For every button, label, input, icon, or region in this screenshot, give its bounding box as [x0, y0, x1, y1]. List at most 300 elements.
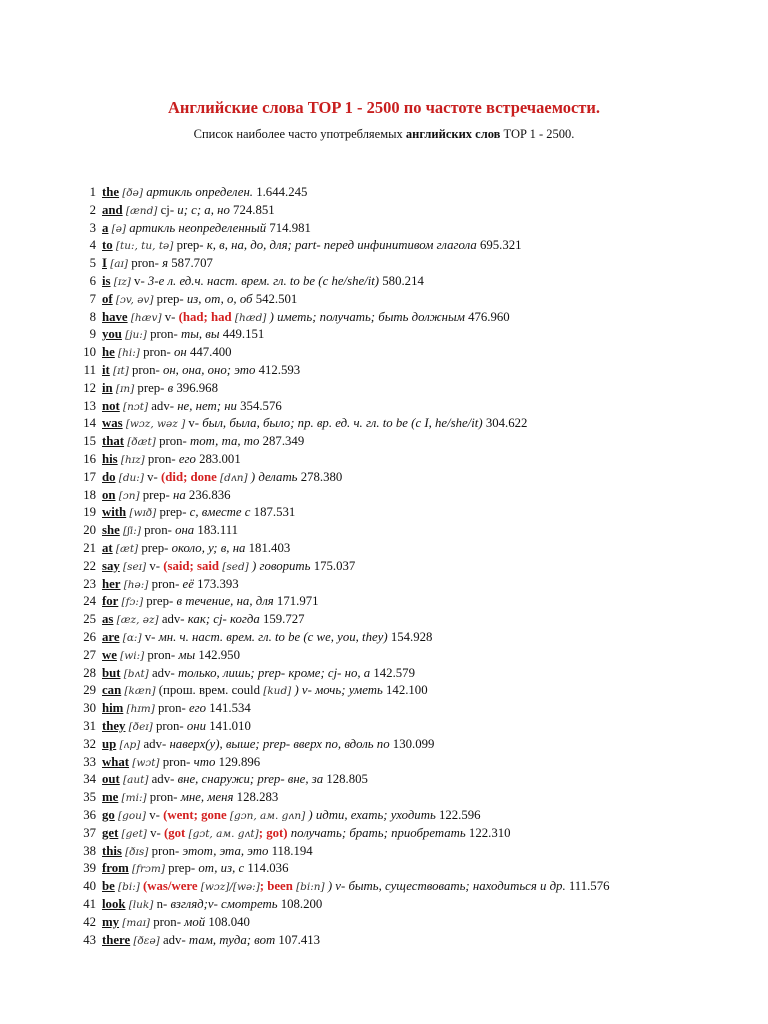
- row-number: 33: [83, 754, 96, 769]
- row-number: 19: [83, 505, 96, 520]
- transcription: [æt]: [115, 543, 139, 555]
- transcription: [ɔv, əv]: [115, 293, 154, 306]
- english-word[interactable]: what: [102, 754, 130, 769]
- english-word[interactable]: look: [102, 897, 126, 911]
- translation: как; cj- когда: [187, 612, 260, 627]
- english-word[interactable]: me: [102, 790, 119, 805]
- word-row: [70, 843, 313, 860]
- part-of-speech: pron-: [143, 345, 171, 360]
- word-row: [70, 647, 240, 664]
- frequency-count: 141.010: [209, 719, 251, 733]
- frequency-count: 283.001: [199, 452, 241, 466]
- word-row: [70, 255, 213, 272]
- english-word[interactable]: in: [102, 380, 113, 395]
- transcription: [du:]: [118, 471, 144, 484]
- transcription: [kæn]: [124, 685, 156, 698]
- english-word[interactable]: as: [102, 612, 114, 627]
- row-number: 35: [83, 790, 96, 805]
- translation: он: [174, 345, 187, 360]
- part-of-speech: prep-: [159, 505, 187, 520]
- row-number: 5: [89, 256, 96, 271]
- frequency-count: 111.576: [568, 879, 610, 894]
- english-word[interactable]: on: [102, 487, 116, 502]
- translation: ) v- быть, существовать; находиться и др.: [327, 879, 566, 894]
- row-number: 8: [89, 309, 96, 324]
- english-word[interactable]: her: [102, 576, 121, 591]
- part-of-speech: v-: [134, 274, 145, 288]
- part-of-speech: pron-: [132, 363, 160, 377]
- row-number: 42: [83, 914, 96, 929]
- word-row: [70, 932, 320, 949]
- frequency-count: 141.534: [209, 701, 251, 716]
- form-transcription: [wɔz]/[wə:]: [200, 881, 260, 894]
- word-row: [70, 896, 322, 913]
- transcription: [fɔ:]: [121, 596, 144, 609]
- translation: ) говорить: [251, 558, 311, 573]
- frequency-count: 159.727: [262, 612, 305, 627]
- transcription: [hi:]: [118, 347, 140, 360]
- part-of-speech: pron-: [155, 719, 184, 733]
- english-word[interactable]: he: [102, 345, 115, 360]
- translation: не, нет; ни: [177, 398, 237, 413]
- transcription: [luk]: [128, 899, 154, 911]
- transcription: [get]: [121, 827, 147, 840]
- word-row: [70, 415, 527, 432]
- transcription: [ðeɪ]: [128, 721, 153, 733]
- english-word[interactable]: I: [102, 256, 107, 271]
- english-word[interactable]: to: [102, 238, 113, 253]
- english-word[interactable]: go: [102, 808, 115, 822]
- frequency-count: 129.896: [218, 754, 261, 769]
- transcription: [tu:, tu, tə]: [115, 240, 174, 253]
- row-number: 43: [83, 932, 96, 947]
- translation: она: [175, 523, 195, 538]
- row-number: 18: [83, 487, 96, 502]
- page-title: Английские слова TOP 1 - 2500 по частоте встречаемости.: [167, 98, 601, 117]
- frequency-count: 447.400: [189, 345, 232, 360]
- transcription: [ɪn]: [115, 382, 135, 395]
- frequency-count: 175.037: [313, 558, 356, 573]
- part-of-speech: pron-: [150, 327, 178, 342]
- row-number: 4: [89, 238, 96, 253]
- part-of-speech: pron-: [162, 754, 191, 769]
- translation: из, от, о, об: [186, 291, 253, 306]
- frequency-count: 542.501: [255, 291, 298, 306]
- frequency-count: 142.950: [198, 647, 240, 662]
- word-row: [70, 220, 311, 237]
- page-subtitle: [0, 127, 768, 142]
- english-word[interactable]: up: [102, 736, 117, 751]
- frequency-count: 304.622: [485, 416, 528, 431]
- word-row: [70, 291, 297, 308]
- frequency-count: 187.531: [253, 505, 296, 520]
- transcription: [bʌt]: [123, 667, 149, 680]
- transcription: [ɪz]: [113, 276, 131, 288]
- transcription: [ðɪs]: [125, 845, 149, 858]
- english-word[interactable]: him: [102, 701, 124, 716]
- transcription: [ðæt]: [127, 436, 156, 449]
- word-row: [70, 469, 342, 486]
- word-row: [70, 629, 432, 646]
- part-of-speech: pron-: [153, 914, 181, 929]
- verb-forms: (was/were: [143, 879, 198, 894]
- word-row: [70, 433, 304, 450]
- frequency-count: 142.579: [373, 665, 415, 680]
- english-word[interactable]: was: [102, 416, 123, 431]
- word-row: [70, 344, 232, 361]
- translation: артикль неопределенный: [129, 220, 267, 235]
- frequency-count: 1.644.245: [256, 185, 308, 199]
- frequency-count: 128.283: [236, 790, 279, 805]
- english-word[interactable]: this: [102, 843, 122, 858]
- frequency-count: 449.151: [222, 327, 265, 342]
- translation: ) v- мочь; уметь: [294, 683, 383, 698]
- part-of-speech: v-: [147, 469, 158, 484]
- verb-forms-extra: ; got): [258, 825, 288, 840]
- translation: 3-е л. ед.ч. наст. врем. гл. to be (с he/she/it): [147, 274, 380, 288]
- english-word[interactable]: get: [102, 825, 119, 840]
- english-word[interactable]: out: [102, 772, 120, 787]
- english-word[interactable]: not: [102, 398, 120, 413]
- subtitle-bold: английских слов: [405, 127, 501, 141]
- word-row: [70, 700, 251, 717]
- transcription: [aut]: [122, 774, 149, 787]
- translation: и; с; а, но: [177, 202, 230, 217]
- word-row: [70, 878, 610, 895]
- transcription: [frɔm]: [131, 863, 165, 876]
- frequency-count: 108.200: [280, 897, 323, 911]
- row-number: 37: [83, 825, 96, 840]
- translation: наверх(у), выше; prep- вверх по, вдоль по: [169, 736, 390, 751]
- frequency-count: 724.851: [233, 202, 275, 217]
- part-of-speech: prep-: [142, 487, 170, 502]
- frequency-count: 114.036: [247, 861, 289, 876]
- frequency-count: 695.321: [479, 238, 522, 253]
- english-word[interactable]: say: [102, 558, 120, 573]
- part-of-speech: pron-: [149, 790, 178, 805]
- part-of-speech: adv-: [162, 932, 186, 947]
- transcription: [ɪt]: [113, 365, 129, 377]
- part-of-speech: prep-: [176, 238, 204, 253]
- frequency-count: 236.836: [188, 487, 231, 502]
- translation: мн. ч. наст. врем. гл. to be (с we, you, they): [158, 630, 388, 644]
- part-of-speech: (прош. врем. could: [158, 683, 261, 698]
- english-word[interactable]: a: [102, 220, 109, 235]
- row-number: 32: [83, 736, 96, 751]
- translation: они: [186, 719, 207, 733]
- frequency-count: 587.707: [171, 256, 213, 271]
- translation: мой: [184, 914, 206, 929]
- row-number: 22: [83, 558, 96, 573]
- transcription: [ə]: [111, 222, 127, 235]
- transcription: [ɔn]: [118, 489, 140, 502]
- word-row: [70, 789, 278, 806]
- verb-forms: (did; done: [161, 469, 217, 484]
- row-number: 7: [89, 291, 96, 306]
- translation: его: [188, 701, 207, 716]
- word-row: [70, 273, 424, 290]
- row-number: 15: [83, 434, 96, 449]
- translation: его: [178, 452, 196, 466]
- transcription: [mi:]: [121, 792, 147, 805]
- word-row: [70, 451, 241, 468]
- part-of-speech: pron-: [147, 452, 176, 466]
- part-of-speech: prep-: [137, 380, 165, 395]
- transcription: [wɔz, wəz ]: [125, 418, 186, 431]
- frequency-count: 278.380: [300, 469, 343, 484]
- english-word[interactable]: but: [102, 665, 121, 680]
- row-number: 20: [83, 523, 96, 538]
- english-word[interactable]: and: [102, 202, 123, 217]
- english-word[interactable]: that: [102, 434, 125, 449]
- transcription: [ju:]: [125, 329, 147, 342]
- row-number: 25: [83, 612, 96, 627]
- transcription: [ðɛə]: [133, 934, 160, 947]
- word-row: [70, 398, 282, 415]
- part-of-speech: v-: [149, 808, 160, 822]
- english-word[interactable]: from: [102, 861, 129, 876]
- translation: взгляд;v- смотреть: [170, 897, 278, 911]
- part-of-speech: v-: [188, 416, 200, 431]
- part-of-speech: adv-: [151, 398, 174, 413]
- transcription: [seɪ]: [122, 560, 147, 573]
- english-word[interactable]: at: [102, 541, 113, 555]
- subtitle-tail: TOP 1 - 2500.: [500, 127, 575, 141]
- word-row: [70, 540, 290, 557]
- english-word[interactable]: the: [102, 185, 120, 199]
- frequency-count: 714.981: [269, 220, 311, 235]
- transcription: [ʌp]: [119, 738, 141, 751]
- form-transcription: [hæd]: [234, 311, 267, 324]
- row-number: 2: [89, 202, 96, 217]
- english-word[interactable]: have: [102, 309, 128, 324]
- transcription: [aɪ]: [110, 258, 128, 271]
- verb-forms-extra: ; been: [259, 879, 293, 894]
- translation: в течение, на, для: [176, 594, 274, 609]
- row-number: 12: [83, 380, 96, 395]
- part-of-speech: pron-: [144, 523, 172, 538]
- part-of-speech: pron-: [147, 647, 176, 662]
- word-row: [70, 558, 355, 575]
- word-row: [70, 487, 231, 504]
- transcription: [wɔt]: [132, 756, 160, 769]
- english-word[interactable]: be: [102, 879, 115, 894]
- part-of-speech: adv-: [151, 772, 175, 787]
- english-word[interactable]: my: [102, 914, 120, 929]
- english-word[interactable]: it: [102, 363, 110, 377]
- frequency-count: 412.593: [258, 363, 301, 377]
- frequency-count: 108.040: [208, 914, 250, 929]
- translation: её: [182, 576, 194, 591]
- frequency-count: 142.100: [386, 683, 428, 698]
- translation: к, в, на, до, для; part- перед инфинитивом глагола: [206, 238, 477, 253]
- translation: мне, меня: [180, 790, 234, 805]
- translation: что: [193, 754, 216, 769]
- word-row: [70, 326, 264, 343]
- form-transcription: [sed]: [222, 560, 249, 573]
- english-word[interactable]: you: [102, 327, 122, 342]
- english-word[interactable]: are: [102, 630, 120, 644]
- row-number: 34: [83, 772, 96, 787]
- translation: ) идти, ехать; уходить: [308, 808, 436, 822]
- transcription: [ænd]: [125, 204, 158, 217]
- translation: от, из, с: [198, 861, 245, 876]
- translation: на: [172, 487, 186, 502]
- translation: только, лишь; prep- кроме; cj- но, а: [177, 665, 371, 680]
- part-of-speech: v-: [150, 825, 161, 840]
- frequency-count: 476.960: [468, 309, 510, 324]
- part-of-speech: pron-: [131, 256, 159, 271]
- english-word[interactable]: his: [102, 452, 118, 466]
- transcription: [hæv]: [130, 311, 162, 324]
- english-word[interactable]: for: [102, 594, 119, 609]
- frequency-count: 118.194: [271, 843, 313, 858]
- english-word[interactable]: they: [102, 719, 126, 733]
- verb-forms: (had; had: [178, 309, 232, 324]
- word-row: [70, 522, 238, 539]
- word-row: [70, 825, 511, 842]
- word-row: [70, 362, 300, 379]
- transcription: [ɑ:]: [122, 632, 142, 644]
- form-transcription: [kud]: [263, 685, 292, 698]
- form-transcription: [gɔn, ам. gʌn]: [229, 810, 306, 822]
- part-of-speech: v-: [149, 558, 161, 573]
- english-word[interactable]: she: [102, 523, 120, 538]
- english-word[interactable]: we: [102, 647, 117, 662]
- translation: там, туда; вот: [188, 932, 276, 947]
- row-number: 1: [89, 185, 96, 199]
- word-row: [70, 807, 481, 824]
- part-of-speech: prep-: [168, 861, 196, 876]
- frequency-count: 154.928: [390, 630, 433, 644]
- word-row: [70, 237, 522, 254]
- transcription: [wi:]: [120, 649, 145, 662]
- english-word[interactable]: is: [102, 274, 111, 288]
- word-row: [70, 860, 288, 877]
- transcription: [nɔt]: [122, 400, 149, 413]
- row-number: 30: [83, 701, 96, 716]
- row-number: 27: [83, 647, 96, 662]
- frequency-count: 396.968: [176, 380, 218, 395]
- translation: я: [162, 256, 169, 271]
- part-of-speech: prep-: [141, 541, 169, 555]
- translation: тот, та, то: [189, 434, 260, 449]
- english-word[interactable]: do: [102, 469, 116, 484]
- transcription: [hɪz]: [120, 454, 145, 466]
- part-of-speech: adv-: [161, 612, 185, 627]
- row-number: 29: [83, 683, 96, 698]
- word-row: [70, 576, 239, 593]
- row-number: 39: [83, 861, 96, 876]
- row-number: 6: [89, 274, 96, 288]
- frequency-count: 122.310: [468, 825, 511, 840]
- row-number: 38: [83, 843, 96, 858]
- word-row: [70, 754, 260, 771]
- english-word[interactable]: with: [102, 505, 127, 520]
- frequency-count: 183.111: [197, 523, 239, 538]
- translation: ты, вы: [181, 327, 220, 342]
- frequency-count: 173.393: [197, 576, 239, 591]
- word-row: [70, 184, 307, 201]
- row-number: 40: [83, 879, 96, 894]
- transcription: [gou]: [118, 810, 146, 822]
- part-of-speech: pron-: [158, 701, 186, 716]
- translation: ) иметь; получать; быть должным: [269, 309, 465, 324]
- row-number: 23: [83, 576, 96, 591]
- frequency-count: 354.576: [240, 398, 282, 413]
- word-row: [70, 771, 368, 788]
- translation: мы: [178, 647, 196, 662]
- frequency-count: 580.214: [382, 274, 424, 288]
- row-number: 17: [83, 469, 96, 484]
- row-number: 26: [83, 630, 96, 644]
- transcription: [ðə]: [122, 187, 143, 199]
- word-row: [70, 611, 305, 628]
- part-of-speech: prep-: [156, 291, 184, 306]
- transcription: [wɪð]: [129, 507, 157, 520]
- row-number: 31: [83, 719, 96, 733]
- frequency-count: 122.596: [438, 808, 481, 822]
- frequency-count: 130.099: [392, 736, 435, 751]
- transcription: [maɪ]: [122, 916, 151, 929]
- translation: он, она, оно; это: [162, 363, 256, 377]
- form-transcription-extra: [bi:n]: [296, 881, 325, 894]
- translation: ) делать: [250, 469, 298, 484]
- word-row: [70, 593, 319, 610]
- row-number: 3: [89, 220, 96, 235]
- translation: с, вместе с: [189, 505, 251, 520]
- verb-forms: (got: [163, 825, 186, 840]
- row-number: 16: [83, 452, 96, 466]
- part-of-speech: v-: [144, 630, 156, 644]
- part-of-speech: adv-: [143, 736, 167, 751]
- row-number: 36: [83, 808, 96, 822]
- part-of-speech: pron-: [151, 843, 180, 858]
- translation: был, была, было; пр. вр. ед. ч. гл. to be (с I, he/she/it): [202, 416, 483, 431]
- form-transcription: [dʌn]: [220, 471, 248, 484]
- word-row: [70, 202, 275, 219]
- word-row: [70, 665, 415, 682]
- frequency-count: 287.349: [262, 434, 305, 449]
- transcription: [bi:]: [118, 881, 140, 894]
- frequency-count: 128.805: [326, 772, 368, 787]
- translation: получать; брать; приобретать: [290, 825, 466, 840]
- word-row: [70, 914, 250, 931]
- row-number: 41: [83, 897, 96, 911]
- english-word[interactable]: can: [102, 683, 122, 698]
- word-row: [70, 682, 428, 699]
- part-of-speech: adv-: [151, 665, 175, 680]
- row-number: 11: [83, 363, 96, 377]
- word-row: [70, 736, 434, 753]
- part-of-speech: pron-: [151, 576, 180, 591]
- row-number: 9: [89, 327, 96, 342]
- translation: около, у; в, на: [171, 541, 246, 555]
- word-row: [70, 718, 251, 735]
- row-number: 24: [83, 594, 96, 609]
- row-number: 14: [83, 416, 96, 431]
- translation: вне, снаружи; prep- вне, за: [177, 772, 324, 787]
- word-row: [70, 380, 218, 397]
- frequency-count: 181.403: [248, 541, 291, 555]
- part-of-speech: cj-: [160, 202, 175, 217]
- subtitle-text: Список наиболее часто употребляемых: [193, 127, 406, 141]
- english-word[interactable]: there: [102, 932, 131, 947]
- english-word[interactable]: of: [102, 291, 113, 306]
- frequency-count: 107.413: [278, 932, 321, 947]
- translation: артикль определен.: [146, 185, 253, 199]
- row-number: 21: [83, 541, 96, 555]
